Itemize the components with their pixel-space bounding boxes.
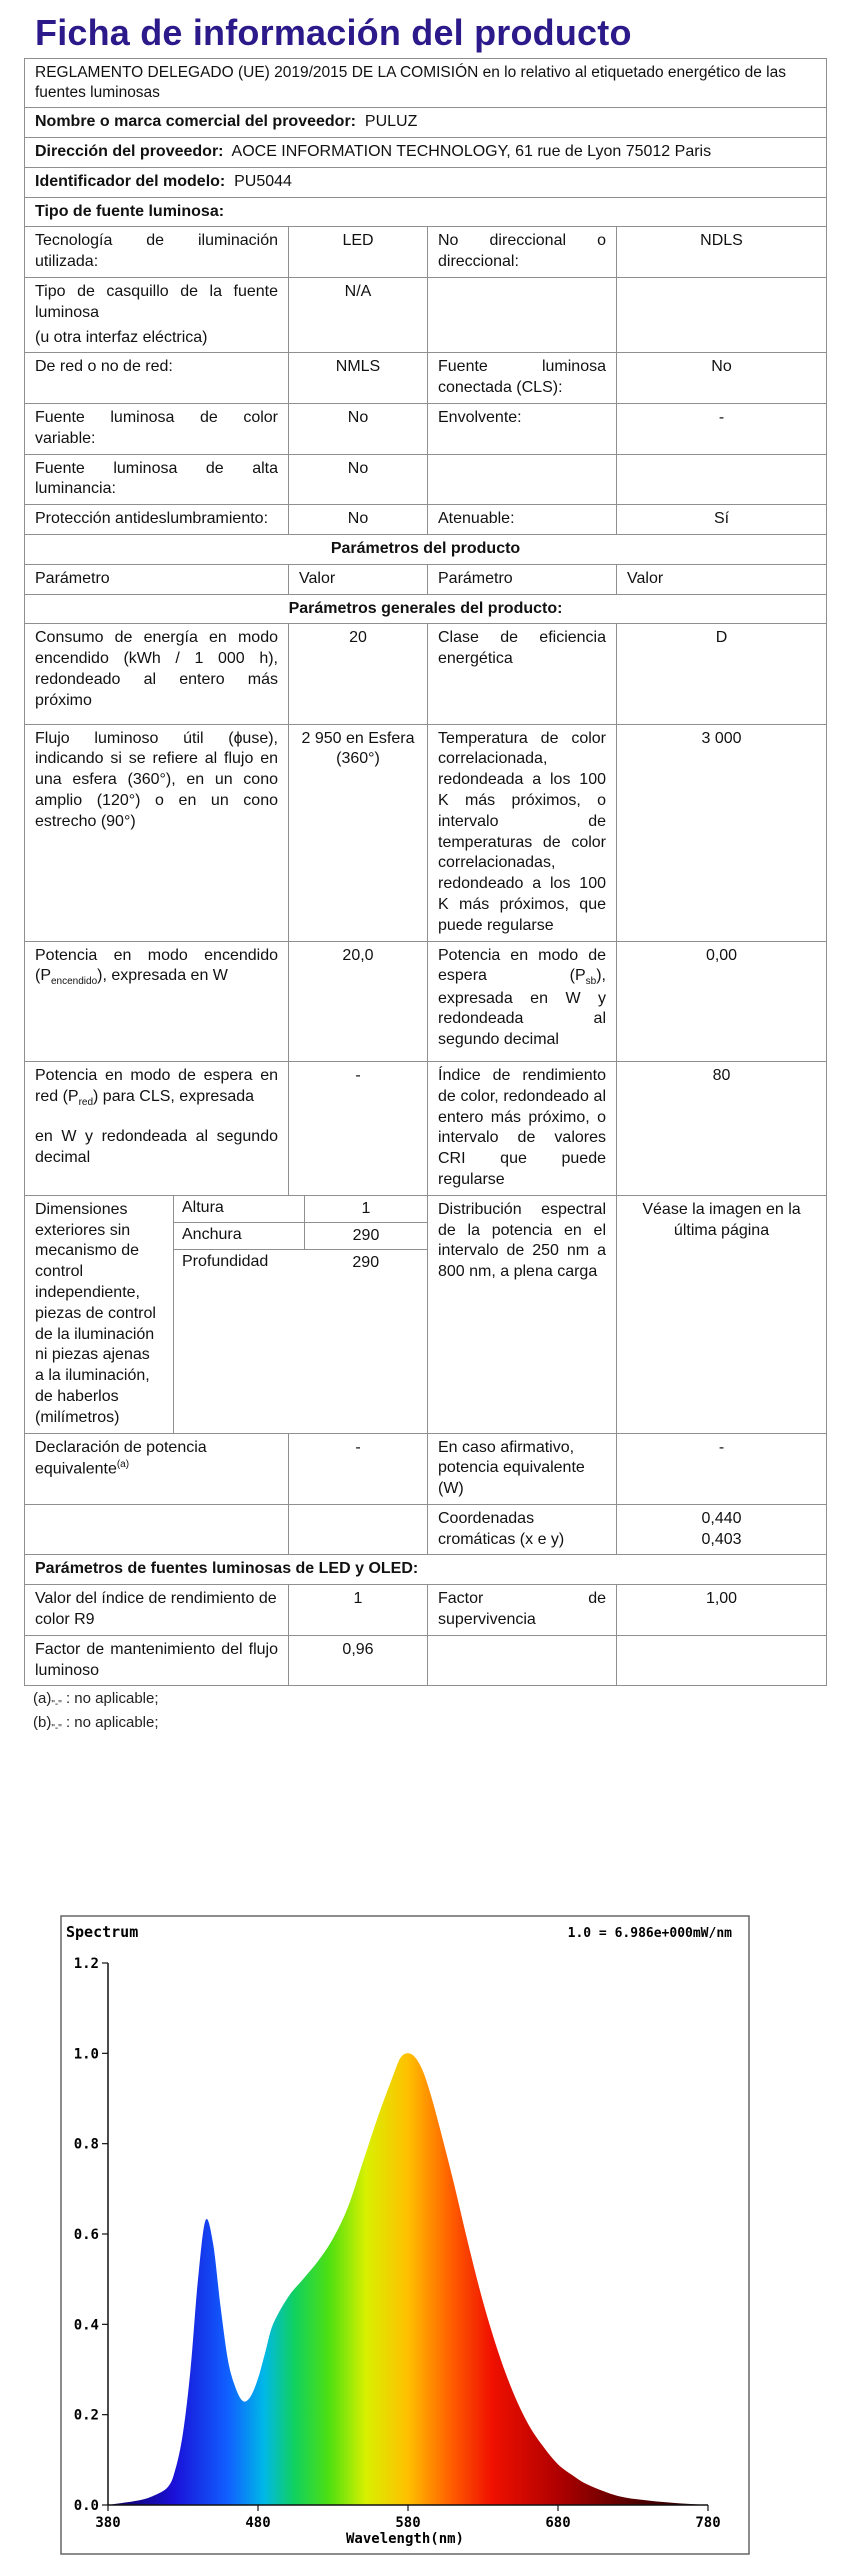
dimension-row	[174, 1196, 427, 1223]
led-params-heading-row	[25, 1555, 827, 1585]
param-label: No direccional o direccional:	[428, 227, 617, 278]
param-label: Fuente luminosa conectada (CLS):	[428, 353, 617, 404]
y-tick-label: 0.0	[73, 2498, 99, 2514]
dimension-value: 290	[304, 1223, 427, 1249]
param-value: N/A	[289, 278, 428, 353]
regulation-text: REGLAMENTO DELEGADO (UE) 2019/2015 DE LA COMISIÓN en lo relativo al etiquetado energético de las fuentes luminosas	[25, 59, 827, 108]
param-value	[617, 454, 827, 505]
general-params-heading-row	[25, 594, 827, 624]
param-value: No	[617, 353, 827, 404]
param-label: Distribución espectral de la potencia en el intervalo de 250 nm a 800 nm, a plena carga	[428, 1195, 617, 1433]
product-params-heading: Parámetros del producto	[25, 535, 827, 565]
text-part: ), expresada en W	[97, 967, 228, 985]
table-row	[25, 1585, 827, 1636]
param-value: 0,00	[617, 941, 827, 1061]
text-part: Declaración de potencia equivalente	[35, 1438, 207, 1478]
param-label: Clase de eficiencia energética	[428, 624, 617, 724]
param-label: Envolvente:	[428, 404, 617, 455]
param-label: Dimensiones exteriores sin mecanismo de control independiente, piezas de control de la iluminación ni piezas ajenas a la iluminación, de haberlos (milímetros)	[25, 1196, 174, 1433]
param-value: 3 000	[617, 724, 827, 941]
dimension-row	[174, 1250, 427, 1276]
table-row	[25, 454, 827, 505]
param-value	[617, 278, 827, 353]
table-row	[25, 1635, 827, 1686]
table-row	[25, 724, 827, 941]
param-value: D	[617, 624, 827, 724]
param-label: Fuente luminosa de alta luminancia:	[25, 454, 289, 505]
param-label: Flujo luminoso útil (ɸuse), indicando si se refiere al flujo en una esfera (360°), en un cono amplio (120°) o en un cono estrecho (90°)	[25, 724, 289, 941]
param-value: No	[289, 454, 428, 505]
param-value: LED	[289, 227, 428, 278]
source-type-heading: Tipo de fuente luminosa:	[25, 197, 827, 227]
text-part: en W y redondeada al segundo decimal	[35, 1127, 278, 1166]
param-value: NDLS	[617, 227, 827, 278]
table-row	[25, 404, 827, 455]
subscript: encendido	[51, 976, 98, 988]
subscript: sb	[585, 976, 597, 988]
y-tick-label: 1.2	[73, 1956, 99, 1972]
model-label: Identificador del modelo:	[35, 172, 226, 190]
table-row	[25, 227, 827, 278]
product-info-table	[24, 58, 827, 1686]
param-label: Atenuable:	[428, 505, 617, 535]
footnote-text: : no aplicable;	[65, 1690, 159, 1707]
supplier-address-label: Dirección del proveedor:	[35, 143, 224, 161]
column-header: Valor	[617, 564, 827, 594]
param-label: En caso afirmativo, potencia equivalente (W)	[428, 1433, 617, 1504]
param-value: -	[289, 1433, 428, 1504]
empty-cell	[289, 1504, 428, 1555]
param-label	[428, 1635, 617, 1686]
table-row	[25, 278, 827, 353]
model-value: PU5044	[234, 172, 292, 190]
chroma-y: 0,403	[701, 1530, 742, 1548]
y-tick-label: 0.4	[73, 2317, 99, 2334]
supplier-address-value: AOCE INFORMATION TECHNOLOGY, 61 rue de Lyon 75012 Paris	[231, 143, 712, 161]
page-title: Ficha de información del producto	[35, 12, 632, 53]
param-value: -	[617, 1433, 827, 1504]
spectrum-chart	[60, 1915, 750, 2555]
param-label	[428, 278, 617, 353]
param-value: 1	[289, 1585, 428, 1636]
dimension-row	[174, 1223, 427, 1250]
param-label: De red o no de red:	[25, 353, 289, 404]
param-label: Coordenadas cromáticas (x e y)	[428, 1504, 617, 1555]
model-row	[25, 167, 827, 197]
param-label: Temperatura de color correlacionada, redondeada a los 100 K más próximos, o intervalo de temperaturas de color correlacionadas, redondeado a los 100 K más próximos, que puede regularse	[428, 724, 617, 941]
table-row	[25, 1433, 827, 1504]
param-label-line: (u otra interfaz eléctrica)	[35, 328, 208, 346]
param-label: Factor de supervivencia	[428, 1585, 617, 1636]
dimension-value: 1	[304, 1196, 427, 1222]
param-value: No	[289, 404, 428, 455]
column-header-row	[25, 564, 827, 594]
footnote-sub: "-"	[51, 1723, 62, 1734]
x-tick-label: 380	[95, 2515, 121, 2531]
chart-annotation: 1.0 = 6.986e+000mW/nm	[567, 1926, 732, 1941]
param-label: Valor del índice de rendimiento de color R9	[25, 1585, 289, 1636]
param-label	[25, 278, 289, 353]
subscript: red	[78, 1096, 94, 1108]
param-value	[617, 1504, 827, 1555]
supplier-name-label: Nombre o marca comercial del proveedor:	[35, 113, 356, 131]
dimension-label: Anchura	[182, 1226, 242, 1244]
x-tick-label: 680	[545, 2515, 571, 2531]
footnote-a	[33, 1690, 159, 1710]
table-row	[25, 353, 827, 404]
footnote-b	[33, 1714, 159, 1734]
param-value: 20,0	[289, 941, 428, 1061]
footnote-mark: (b)	[33, 1714, 52, 1731]
param-value: No	[289, 505, 428, 535]
column-header: Valor	[289, 564, 428, 594]
x-axis-label: Wavelength(nm)	[345, 2531, 465, 2547]
regulation-row	[25, 59, 827, 108]
param-value: Sí	[617, 505, 827, 535]
y-tick-label: 0.2	[73, 2407, 99, 2424]
led-params-heading: Parámetros de fuentes luminosas de LED y OLED:	[25, 1555, 827, 1585]
table-row	[25, 941, 827, 1061]
superscript: (a)	[116, 1459, 130, 1471]
text-part: Potencia en modo de espera en red (P	[35, 1066, 278, 1105]
column-header: Parámetro	[428, 564, 617, 594]
chroma-x: 0,440	[701, 1509, 742, 1527]
param-label	[25, 1433, 289, 1504]
param-label-line: Tipo de casquillo de la fuente luminosa	[35, 283, 278, 321]
param-value: 20	[289, 624, 428, 724]
param-label	[428, 941, 617, 1061]
param-value: -	[617, 404, 827, 455]
supplier-name-value: PULUZ	[364, 113, 418, 131]
table-row	[25, 624, 827, 724]
param-label: Fuente luminosa de color variable:	[25, 404, 289, 455]
general-params-heading: Parámetros generales del producto:	[25, 594, 827, 624]
text-part: ) para CLS, expresada	[93, 1087, 255, 1105]
dimension-value: 290	[352, 1253, 380, 1271]
text-part: Potencia en modo de espera (P	[438, 946, 606, 985]
product-params-heading-row	[25, 535, 827, 565]
y-tick-label: 0.8	[73, 2136, 99, 2153]
empty-cell	[25, 1504, 289, 1555]
param-value: 0,96	[289, 1635, 428, 1686]
dimensions-list	[174, 1196, 427, 1433]
y-tick-label: 0.6	[73, 2227, 99, 2243]
supplier-address-row	[25, 138, 827, 168]
x-tick-label: 480	[245, 2515, 271, 2531]
param-label: Índice de rendimiento de color, redondeado al entero más próximo, o intervalo de valores CRI que puede regularse	[428, 1061, 617, 1195]
text-part: ), expresada en W y redondeada al segundo decimal	[438, 967, 606, 1049]
param-value: Véase la imagen en la última página	[617, 1195, 827, 1433]
param-value	[617, 1635, 827, 1686]
param-label	[25, 941, 289, 1061]
param-label: Protección antideslumbramiento:	[25, 505, 289, 535]
column-header: Parámetro	[25, 564, 289, 594]
text-part: Potencia en modo encendido (P	[35, 946, 278, 985]
param-value: -	[289, 1061, 428, 1195]
param-label	[25, 1061, 289, 1195]
source-type-heading-row	[25, 197, 827, 227]
x-tick-label: 780	[695, 2515, 721, 2531]
dimensions-cell	[25, 1195, 428, 1433]
param-label: Consumo de energía en modo encendido (kWh / 1 000 h), redondeado al entero más próximo	[25, 624, 289, 724]
param-label	[428, 454, 617, 505]
table-row	[25, 1195, 827, 1433]
footnote-mark: (a)	[33, 1690, 52, 1707]
dimension-label: Altura	[182, 1199, 224, 1217]
param-value: 2 950 en Esfera (360°)	[289, 724, 428, 941]
table-row	[25, 505, 827, 535]
param-label: Tecnología de iluminación utilizada:	[25, 227, 289, 278]
param-value: 80	[617, 1061, 827, 1195]
param-value: 1,00	[617, 1585, 827, 1636]
supplier-name-row	[25, 108, 827, 138]
table-row	[25, 1061, 827, 1195]
y-tick-label: 1.0	[73, 2046, 99, 2063]
param-label: Factor de mantenimiento del flujo luminoso	[25, 1635, 289, 1686]
chart-title: Spectrum	[66, 1923, 139, 1941]
dimension-label: Profundidad	[182, 1253, 269, 1271]
param-value: NMLS	[289, 353, 428, 404]
x-tick-label: 580	[395, 2515, 421, 2531]
table-row	[25, 1504, 827, 1555]
footnote-sub: "-"	[51, 1699, 62, 1710]
footnote-text: : no aplicable;	[65, 1714, 159, 1731]
